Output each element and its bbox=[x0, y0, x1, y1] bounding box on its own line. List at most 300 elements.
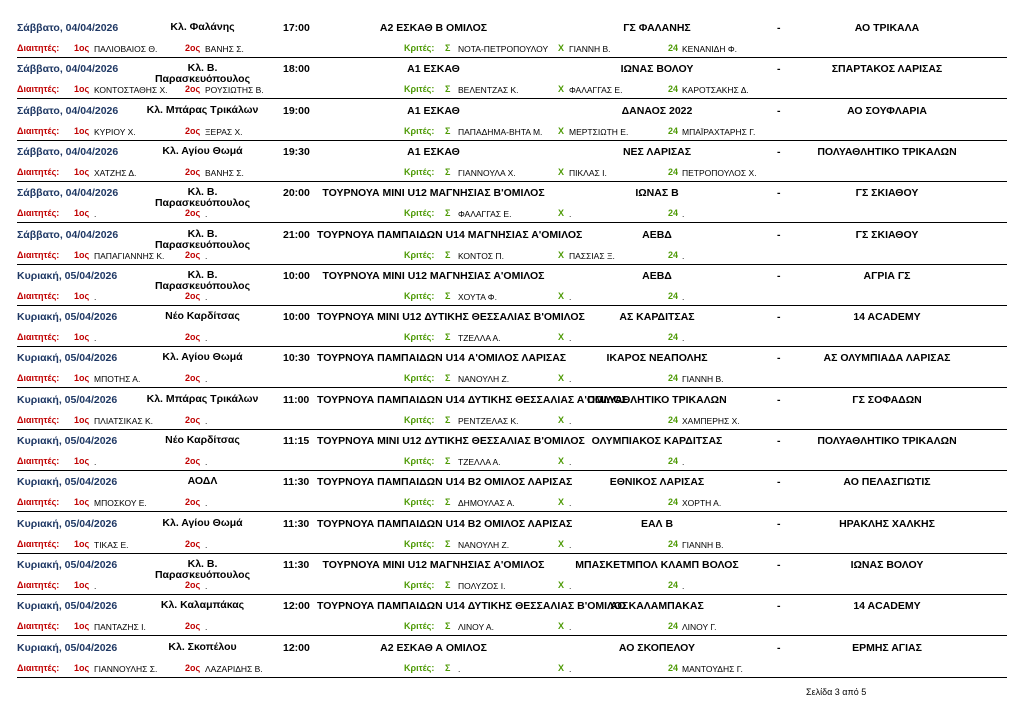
match-date: Σάββατο, 04/04/2026 bbox=[17, 104, 119, 117]
first-referee-name: ΧΑΤΖΗΣ Δ. bbox=[94, 167, 137, 178]
judges-label: Κριτές: bbox=[404, 373, 435, 384]
timer-name: . bbox=[569, 374, 572, 385]
second-referee-label: 2ος bbox=[185, 373, 201, 384]
team-separator: - bbox=[777, 517, 781, 530]
scorer-name: ΝΑΝΟΥΛΗ Ζ. bbox=[458, 539, 510, 550]
match-date: Σάββατο, 04/04/2026 bbox=[17, 22, 119, 34]
referees-label: Διαιτητές: bbox=[17, 208, 60, 219]
second-referee-name: . bbox=[205, 374, 208, 385]
match-row bbox=[17, 16, 1007, 58]
second-referee-label: 2ος bbox=[185, 249, 201, 260]
team-separator: - bbox=[777, 435, 781, 447]
timer-name: . bbox=[569, 415, 572, 426]
second-referee-label: 2ος bbox=[185, 84, 201, 95]
judges-label: Κριτές: bbox=[404, 662, 435, 673]
second-referee-name: . bbox=[205, 333, 208, 344]
shot-clock-name: . bbox=[682, 250, 685, 261]
match-row bbox=[17, 429, 1007, 471]
away-team: ΑΟ ΤΡΙΚΑΛΑ bbox=[854, 22, 920, 34]
match-row bbox=[17, 223, 1007, 265]
second-referee-name: . bbox=[205, 498, 208, 509]
timer-label: Χ bbox=[558, 579, 565, 590]
second-referee-name: . bbox=[205, 622, 208, 633]
team-separator: - bbox=[777, 600, 781, 613]
scorer-name: ΤΖΕΛΛΑ Α. bbox=[458, 457, 501, 467]
team-separator: - bbox=[777, 558, 781, 571]
match-row bbox=[17, 264, 1007, 306]
away-team: ΗΡΑΚΛΗΣ ΧΑΛΚΗΣ bbox=[839, 517, 935, 530]
scorer-label: Σ bbox=[445, 414, 451, 425]
second-referee-name: ΞΕΡΑΣ Χ. bbox=[205, 126, 243, 137]
scorer-name: ΛΙΝΟΥ Α. bbox=[458, 622, 494, 633]
match-competition: ΤΟΥΡΝΟΥΑ ΠΑΜΠΑΙΔΩΝ U14 ΜΑΓΝΗΣΙΑΣ Α'ΟΜΙΛΟΣ bbox=[317, 228, 583, 241]
scorer-label: Σ bbox=[445, 290, 451, 301]
scorer-name: ΔΗΜΟΥΛΑΣ Α. bbox=[458, 498, 515, 509]
shot-clock-name: ΜΠΑΪΡΑΧΤΑΡΗΣ Γ. bbox=[682, 126, 756, 137]
second-referee-name: . bbox=[205, 250, 208, 261]
shot-clock-label: 24 bbox=[668, 538, 679, 549]
first-referee-name: ΚΟΝΤΟΣΤΑΘΗΣ Χ. bbox=[94, 85, 168, 96]
first-referee-label: 1ος bbox=[74, 579, 90, 590]
second-referee-label: 2ος bbox=[185, 662, 201, 673]
timer-label: Χ bbox=[558, 662, 565, 673]
second-referee-name: . bbox=[205, 457, 208, 467]
team-separator: - bbox=[777, 311, 781, 324]
shot-clock-name: ΧΑΜΠΕΡΗΣ Χ. bbox=[682, 415, 740, 426]
first-referee-label: 1ος bbox=[74, 662, 90, 673]
away-team: ΑΣ ΟΛΥΜΠΙΑΔΑ ΛΑΡΙΣΑΣ bbox=[823, 352, 951, 365]
timer-label: Χ bbox=[558, 621, 565, 632]
match-competition: ΤΟΥΡΝΟΥΑ ΜΙΝΙ U12 ΔΥΤΙΚΗΣ ΘΕΣΣΑΛΙΑΣ Β'ΟΜΙΛΟΣ bbox=[317, 435, 585, 447]
shot-clock-name: . bbox=[682, 291, 685, 302]
match-time: 11:00 bbox=[283, 393, 310, 406]
match-venue: Κλ. Β. Παρασκευόπουλος bbox=[154, 62, 251, 86]
shot-clock-label: 24 bbox=[668, 621, 679, 632]
second-referee-label: 2ος bbox=[185, 166, 201, 177]
second-referee-name: . bbox=[205, 291, 208, 302]
first-referee-name: ΚΥΡΙΟΥ Χ. bbox=[94, 126, 136, 137]
timer-label: Χ bbox=[558, 208, 565, 219]
first-referee-label: 1ος bbox=[74, 290, 90, 301]
shot-clock-name: ΜΑΝΤΟΥΔΗΣ Γ. bbox=[682, 663, 743, 674]
home-team: ΙΩΝΑΣ ΒΟΛΟΥ bbox=[620, 63, 694, 76]
scorer-name: . bbox=[458, 663, 461, 674]
timer-label: Χ bbox=[558, 84, 565, 95]
referees-label: Διαιτητές: bbox=[17, 249, 60, 260]
match-time: 18:00 bbox=[283, 63, 310, 76]
second-referee-label: 2ος bbox=[185, 43, 201, 53]
match-time: 10:00 bbox=[283, 311, 310, 324]
scorer-name: ΒΕΛΕΝΤΖΑΣ Κ. bbox=[458, 85, 519, 96]
match-row bbox=[17, 553, 1007, 595]
judges-label: Κριτές: bbox=[404, 249, 435, 260]
match-row bbox=[17, 470, 1007, 512]
home-team: ΠΟΛΥΑΘΛΗΤΙΚΟ ΤΡΙΚΑΛΩΝ bbox=[587, 393, 727, 406]
match-venue: Κλ. Σκοπέλου bbox=[168, 640, 237, 653]
referees-label: Διαιτητές: bbox=[17, 414, 60, 425]
referees-label: Διαιτητές: bbox=[17, 579, 60, 590]
shot-clock-name: . bbox=[682, 209, 685, 220]
timer-name: ΜΕΡΤΣΙΩΤΗ Ε. bbox=[569, 126, 629, 137]
match-time: 19:30 bbox=[283, 145, 310, 158]
first-referee-name: ΜΠΟΣΚΟΥ Ε. bbox=[94, 498, 147, 509]
timer-name: . bbox=[569, 457, 572, 467]
away-team: ΓΣ ΣΚΙΑΘΟΥ bbox=[855, 228, 919, 241]
away-team: 14 ACADEMY bbox=[853, 600, 921, 613]
match-row bbox=[17, 99, 1007, 141]
first-referee-name: ΠΑΠΑΓΙΑΝΝΗΣ Κ. bbox=[94, 250, 165, 261]
scorer-label: Σ bbox=[445, 579, 451, 590]
shot-clock-label: 24 bbox=[668, 290, 679, 301]
first-referee-name: ΓΙΑΝΝΟΥΛΗΣ Σ. bbox=[94, 663, 158, 674]
second-referee-label: 2ος bbox=[185, 456, 201, 466]
home-team: ΙΚΑΡΟΣ ΝΕΑΠΟΛΗΣ bbox=[606, 352, 708, 365]
away-team: ΑΟ ΣΟΥΦΛΑΡΙΑ bbox=[847, 104, 927, 117]
scorer-label: Σ bbox=[445, 125, 451, 136]
home-team: ΝΕΣ ΛΑΡΙΣΑΣ bbox=[622, 145, 692, 158]
match-row bbox=[17, 305, 1007, 347]
second-referee-label: 2ος bbox=[185, 332, 201, 343]
match-time: 12:00 bbox=[283, 600, 310, 613]
first-referee-name: ΠΛΙΑΤΣΙΚΑΣ Κ. bbox=[94, 415, 154, 426]
shot-clock-label: 24 bbox=[668, 208, 679, 219]
home-team: ΑΟ ΣΚΟΠΕΛΟΥ bbox=[618, 641, 696, 654]
shot-clock-label: 24 bbox=[668, 662, 679, 673]
team-separator: - bbox=[777, 145, 781, 158]
scorer-label: Σ bbox=[445, 373, 451, 384]
referees-label: Διαιτητές: bbox=[17, 538, 60, 549]
second-referee-label: 2ος bbox=[185, 125, 201, 136]
match-competition: ΤΟΥΡΝΟΥΑ ΜΙΝΙ U12 ΜΑΓΝΗΣΙΑΣ Α'ΟΜΙΛΟΣ bbox=[322, 558, 545, 571]
home-team: ΑΟ ΚΑΛΑΜΠΑΚΑΣ bbox=[610, 600, 704, 613]
first-referee-name: . bbox=[94, 209, 97, 220]
home-team: ΑΕΒΔ bbox=[642, 269, 672, 282]
judges-label: Κριτές: bbox=[404, 166, 435, 177]
team-separator: - bbox=[777, 63, 781, 76]
scorer-name: ΠΑΠΑΔΗΜΑ-ΒΗΤΑ Μ. bbox=[458, 126, 543, 137]
home-team: ΜΠΑΣΚΕΤΜΠΟΛ ΚΛΑΜΠ ΒΟΛΟΣ bbox=[575, 558, 739, 571]
match-time: 19:00 bbox=[283, 104, 310, 117]
away-team: ΣΠΑΡΤΑΚΟΣ ΛΑΡΙΣΑΣ bbox=[831, 63, 943, 76]
timer-name: . bbox=[569, 539, 572, 550]
away-team: ΠΟΛΥΑΘΛΗΤΙΚΟ ΤΡΙΚΑΛΩΝ bbox=[817, 435, 957, 447]
second-referee-name: . bbox=[205, 580, 208, 591]
first-referee-name: . bbox=[94, 291, 97, 302]
second-referee-label: 2ος bbox=[185, 290, 201, 301]
team-separator: - bbox=[777, 22, 781, 34]
match-date: Κυριακή, 05/04/2026 bbox=[17, 517, 118, 530]
second-referee-label: 2ος bbox=[185, 414, 201, 425]
home-team: ΕΘΝΙΚΟΣ ΛΑΡΙΣΑΣ bbox=[609, 476, 705, 489]
shot-clock-label: 24 bbox=[668, 456, 679, 466]
timer-label: Χ bbox=[558, 538, 565, 549]
away-team: ΓΣ ΣΟΦΑΔΩΝ bbox=[852, 393, 922, 406]
away-team: ΙΩΝΑΣ ΒΟΛΟΥ bbox=[850, 558, 924, 571]
second-referee-name: . bbox=[205, 209, 208, 220]
match-date: Κυριακή, 05/04/2026 bbox=[17, 600, 118, 613]
first-referee-label: 1ος bbox=[74, 84, 90, 95]
scorer-label: Σ bbox=[445, 456, 451, 466]
scorer-name: ΦΑΛΑΓΓΑΣ Ε. bbox=[458, 209, 512, 220]
referees-label: Διαιτητές: bbox=[17, 662, 60, 673]
first-referee-label: 1ος bbox=[74, 621, 90, 632]
shot-clock-name: ΚΑΡΟΤΣΑΚΗΣ Δ. bbox=[682, 85, 749, 96]
match-venue: Κλ. Αγίου Θωμά bbox=[162, 351, 243, 364]
timer-name: ΠΙΚΛΑΣ Ι. bbox=[569, 167, 607, 178]
match-venue: Κλ. Β. Παρασκευόπουλος bbox=[154, 268, 251, 292]
match-venue: Νέο Καρδίτσας bbox=[165, 434, 240, 446]
first-referee-label: 1ος bbox=[74, 373, 90, 384]
match-venue: Κλ. Αγίου Θωμά bbox=[162, 516, 243, 529]
match-venue: Κλ. Καλαμπάκας bbox=[160, 599, 245, 612]
referees-label: Διαιτητές: bbox=[17, 456, 60, 466]
first-referee-label: 1ος bbox=[74, 414, 90, 425]
referees-label: Διαιτητές: bbox=[17, 166, 60, 177]
scorer-name: ΝΟΤΑ-ΠΕΤΡΟΠΟΥΛΟΥ bbox=[458, 44, 549, 54]
team-separator: - bbox=[777, 393, 781, 406]
shot-clock-label: 24 bbox=[668, 332, 679, 343]
judges-label: Κριτές: bbox=[404, 497, 435, 508]
match-venue: Κλ. Φαλάνης bbox=[170, 21, 235, 33]
scorer-name: ΓΙΑΝΝΟΥΛΑ Χ. bbox=[458, 167, 516, 178]
first-referee-name: . bbox=[94, 457, 97, 467]
scorer-label: Σ bbox=[445, 662, 451, 673]
timer-name: . bbox=[569, 291, 572, 302]
shot-clock-label: 24 bbox=[668, 125, 679, 136]
team-separator: - bbox=[777, 641, 781, 654]
match-date: Κυριακή, 05/04/2026 bbox=[17, 476, 118, 489]
first-referee-name: ΤΙΚΑΣ Ε. bbox=[94, 539, 129, 550]
match-competition: ΤΟΥΡΝΟΥΑ ΜΙΝΙ U12 ΜΑΓΝΗΣΙΑΣ Β'ΟΜΙΛΟΣ bbox=[322, 187, 545, 200]
home-team: ΟΛΥΜΠΙΑΚΟΣ ΚΑΡΔΙΤΣΑΣ bbox=[591, 435, 723, 447]
shot-clock-name: . bbox=[682, 457, 685, 467]
home-team: ΕΑΛ Β bbox=[640, 517, 674, 530]
second-referee-name: ΛΑΖΑΡΙΔΗΣ Β. bbox=[205, 663, 263, 674]
first-referee-label: 1ος bbox=[74, 456, 90, 466]
match-competition: ΤΟΥΡΝΟΥΑ ΜΙΝΙ U12 ΔΥΤΙΚΗΣ ΘΕΣΣΑΛΙΑΣ Β'ΟΜΙΛΟΣ bbox=[317, 311, 585, 324]
match-time: 10:00 bbox=[283, 269, 310, 282]
match-row bbox=[17, 512, 1007, 554]
second-referee-name: ΒΑΝΗΣ Σ. bbox=[205, 44, 244, 54]
first-referee-label: 1ος bbox=[74, 538, 90, 549]
match-venue: Νέο Καρδίτσας bbox=[165, 310, 240, 323]
shot-clock-label: 24 bbox=[668, 166, 679, 177]
judges-label: Κριτές: bbox=[404, 290, 435, 301]
home-team: ΑΣ ΚΑΡΔΙΤΣΑΣ bbox=[619, 311, 695, 324]
match-time: 11:30 bbox=[283, 476, 310, 489]
referees-label: Διαιτητές: bbox=[17, 621, 60, 632]
team-separator: - bbox=[777, 269, 781, 282]
team-separator: - bbox=[777, 476, 781, 489]
match-competition: ΤΟΥΡΝΟΥΑ ΜΙΝΙ U12 ΜΑΓΝΗΣΙΑΣ Α'ΟΜΙΛΟΣ bbox=[322, 269, 545, 282]
scorer-label: Σ bbox=[445, 249, 451, 260]
shot-clock-name: ΠΕΤΡΟΠΟΥΛΟΣ Χ. bbox=[682, 167, 757, 178]
timer-label: Χ bbox=[558, 43, 565, 53]
match-competition: Α1 ΕΣΚΑΘ bbox=[407, 63, 460, 76]
match-competition: Α2 ΕΣΚΑΘ Β ΟΜΙΛΟΣ bbox=[379, 22, 488, 34]
away-team: ΕΡΜΗΣ ΑΓΙΑΣ bbox=[852, 641, 922, 654]
second-referee-name: . bbox=[205, 415, 208, 426]
scorer-label: Σ bbox=[445, 621, 451, 632]
referees-label: Διαιτητές: bbox=[17, 290, 60, 301]
scorer-name: ΧΟΥΤΑ Φ. bbox=[458, 291, 497, 302]
judges-label: Κριτές: bbox=[404, 84, 435, 95]
shot-clock-label: 24 bbox=[668, 84, 679, 95]
home-team: ΓΣ ΦΑΛΑΝΗΣ bbox=[623, 22, 691, 34]
timer-label: Χ bbox=[558, 414, 565, 425]
match-competition: ΤΟΥΡΝΟΥΑ ΠΑΜΠΑΙΔΩΝ U14 Α'ΟΜΙΛΟΣ ΛΑΡΙΣΑΣ bbox=[317, 352, 567, 365]
second-referee-label: 2ος bbox=[185, 621, 201, 632]
first-referee-name: ΜΠΟΤΗΣ Α. bbox=[94, 374, 141, 385]
referees-label: Διαιτητές: bbox=[17, 84, 60, 95]
judges-label: Κριτές: bbox=[404, 621, 435, 632]
first-referee-name: . bbox=[94, 580, 97, 591]
scorer-name: ΤΖΕΛΛΑ Α. bbox=[458, 333, 501, 344]
match-row bbox=[17, 594, 1007, 636]
second-referee-label: 2ος bbox=[185, 208, 201, 219]
team-separator: - bbox=[777, 228, 781, 241]
match-date: Κυριακή, 05/04/2026 bbox=[17, 352, 118, 365]
shot-clock-name: ΧΟΡΤΗ Α. bbox=[682, 498, 722, 509]
judges-label: Κριτές: bbox=[404, 43, 435, 53]
second-referee-name: ΡΟΥΣΙΩΤΗΣ Β. bbox=[205, 85, 264, 96]
shot-clock-name: . bbox=[682, 580, 685, 591]
first-referee-name: . bbox=[94, 333, 97, 344]
shot-clock-label: 24 bbox=[668, 373, 679, 384]
timer-name: . bbox=[569, 209, 572, 220]
match-time: 21:00 bbox=[283, 228, 310, 241]
first-referee-name: ΠΑΛΙΟΒΑΙΟΣ Θ. bbox=[94, 44, 158, 54]
match-competition: ΤΟΥΡΝΟΥΑ ΠΑΜΠΑΙΔΩΝ U14 Β2 ΟΜΙΛΟΣ ΛΑΡΙΣΑΣ bbox=[317, 517, 573, 530]
match-time: 11:15 bbox=[283, 435, 310, 447]
judges-label: Κριτές: bbox=[404, 208, 435, 219]
second-referee-label: 2ος bbox=[185, 538, 201, 549]
shot-clock-label: 24 bbox=[668, 579, 679, 590]
referees-label: Διαιτητές: bbox=[17, 332, 60, 343]
match-venue: Κλ. Αγίου Θωμά bbox=[162, 144, 243, 157]
match-date: Σάββατο, 04/04/2026 bbox=[17, 145, 119, 158]
team-separator: - bbox=[777, 104, 781, 117]
second-referee-name: ΒΑΝΗΣ Σ. bbox=[205, 167, 244, 178]
timer-name: ΓΙΑΝΝΗ Β. bbox=[569, 44, 611, 54]
scorer-name: ΝΑΝΟΥΛΗ Ζ. bbox=[458, 374, 510, 385]
team-separator: - bbox=[777, 187, 781, 200]
shot-clock-name: ΚΕΝΑΝΙΔΗ Φ. bbox=[682, 44, 737, 54]
match-time: 10:30 bbox=[283, 352, 310, 365]
match-competition: ΤΟΥΡΝΟΥΑ ΠΑΜΠΑΙΔΩΝ U14 Β2 ΟΜΙΛΟΣ ΛΑΡΙΣΑΣ bbox=[317, 476, 573, 489]
match-date: Σάββατο, 04/04/2026 bbox=[17, 187, 119, 200]
match-competition: ΤΟΥΡΝΟΥΑ ΠΑΜΠΑΙΔΩΝ U14 ΔΥΤΙΚΗΣ ΘΕΣΣΑΛΙΑΣ Α'ΟΜΙΛΟΣ bbox=[317, 393, 628, 406]
match-time: 12:00 bbox=[283, 641, 310, 654]
team-separator: - bbox=[777, 352, 781, 365]
home-team: ΑΕΒΔ bbox=[642, 228, 672, 241]
referees-label: Διαιτητές: bbox=[17, 43, 60, 53]
match-competition: Α1 ΕΣΚΑΘ bbox=[407, 145, 460, 158]
scorer-label: Σ bbox=[445, 84, 451, 95]
second-referee-label: 2ος bbox=[185, 497, 201, 508]
match-time: 11:30 bbox=[283, 517, 310, 530]
scorer-label: Σ bbox=[445, 166, 451, 177]
match-row bbox=[17, 388, 1007, 430]
scorer-label: Σ bbox=[445, 538, 451, 549]
match-date: Κυριακή, 05/04/2026 bbox=[17, 435, 118, 447]
shot-clock-name: . bbox=[682, 333, 685, 344]
timer-name: . bbox=[569, 333, 572, 344]
first-referee-label: 1ος bbox=[74, 497, 90, 508]
scorer-name: ΚΟΝΤΟΣ Π. bbox=[458, 250, 504, 261]
match-competition: ΤΟΥΡΝΟΥΑ ΠΑΜΠΑΙΔΩΝ U14 ΔΥΤΙΚΗΣ ΘΕΣΣΑΛΙΑΣ Β'ΟΜΙΛΟΣ bbox=[317, 600, 629, 613]
match-venue: Κλ. Β. Παρασκευόπουλος bbox=[154, 557, 251, 581]
match-date: Κυριακή, 05/04/2026 bbox=[17, 311, 118, 324]
shot-clock-name: ΓΙΑΝΝΗ Β. bbox=[682, 539, 724, 550]
away-team: ΑΟ ΠΕΛΑΣΓΙΩΤΙΣ bbox=[843, 476, 931, 489]
timer-label: Χ bbox=[558, 373, 565, 384]
judges-label: Κριτές: bbox=[404, 456, 435, 466]
away-team: ΑΓΡΙΑ ΓΣ bbox=[863, 269, 911, 282]
timer-label: Χ bbox=[558, 290, 565, 301]
home-team: ΙΩΝΑΣ Β bbox=[635, 187, 679, 200]
judges-label: Κριτές: bbox=[404, 125, 435, 136]
first-referee-label: 1ος bbox=[74, 332, 90, 343]
first-referee-label: 1ος bbox=[74, 125, 90, 136]
match-date: Σάββατο, 04/04/2026 bbox=[17, 63, 119, 76]
match-venue: Κλ. Μπάρας Τρικάλων bbox=[146, 392, 259, 405]
referees-label: Διαιτητές: bbox=[17, 373, 60, 384]
shot-clock-name: ΓΙΑΝΝΗ Β. bbox=[682, 374, 724, 385]
timer-label: Χ bbox=[558, 332, 565, 343]
scorer-label: Σ bbox=[445, 208, 451, 219]
scorer-label: Σ bbox=[445, 497, 451, 508]
match-row bbox=[17, 140, 1007, 182]
match-venue: Κλ. Β. Παρασκευόπουλος bbox=[154, 186, 251, 210]
first-referee-label: 1ος bbox=[74, 208, 90, 219]
shot-clock-label: 24 bbox=[668, 249, 679, 260]
judges-label: Κριτές: bbox=[404, 579, 435, 590]
timer-label: Χ bbox=[558, 249, 565, 260]
scorer-name: ΠΟΛΥΖΟΣ Ι. bbox=[458, 580, 506, 591]
timer-name: . bbox=[569, 663, 572, 674]
shot-clock-label: 24 bbox=[668, 43, 679, 53]
match-time: 11:30 bbox=[283, 558, 310, 571]
timer-name: . bbox=[569, 580, 572, 591]
match-date: Κυριακή, 05/04/2026 bbox=[17, 393, 118, 406]
match-row bbox=[17, 181, 1007, 223]
match-venue: Κλ. Β. Παρασκευόπουλος bbox=[154, 227, 251, 251]
match-venue: Κλ. Μπάρας Τρικάλων bbox=[146, 103, 259, 116]
first-referee-name: ΠΑΝΤΑΖΗΣ Ι. bbox=[94, 622, 146, 633]
second-referee-label: 2ος bbox=[185, 579, 201, 590]
timer-name: . bbox=[569, 622, 572, 633]
timer-name: ΦΑΛΑΓΓΑΣ Ε. bbox=[569, 85, 623, 96]
match-time: 17:00 bbox=[283, 22, 310, 34]
scorer-label: Σ bbox=[445, 332, 451, 343]
scorer-label: Σ bbox=[445, 43, 451, 53]
away-team: 14 ACADEMY bbox=[853, 311, 921, 324]
timer-name: . bbox=[569, 498, 572, 509]
away-team: ΠΟΛΥΑΘΛΗΤΙΚΟ ΤΡΙΚΑΛΩΝ bbox=[817, 145, 957, 158]
timer-name: ΠΑΣΣΙΑΣ Ξ. bbox=[569, 250, 615, 261]
match-row bbox=[17, 636, 1007, 678]
away-team: ΓΣ ΣΚΙΑΘΟΥ bbox=[855, 187, 919, 200]
shot-clock-name: ΛΙΝΟΥ Γ. bbox=[682, 622, 717, 633]
match-date: Κυριακή, 05/04/2026 bbox=[17, 558, 118, 571]
timer-label: Χ bbox=[558, 456, 565, 466]
first-referee-label: 1ος bbox=[74, 166, 90, 177]
judges-label: Κριτές: bbox=[404, 414, 435, 425]
match-date: Σάββατο, 04/04/2026 bbox=[17, 228, 119, 241]
shot-clock-label: 24 bbox=[668, 414, 679, 425]
match-competition: Α1 ΕΣΚΑΘ bbox=[407, 104, 460, 117]
